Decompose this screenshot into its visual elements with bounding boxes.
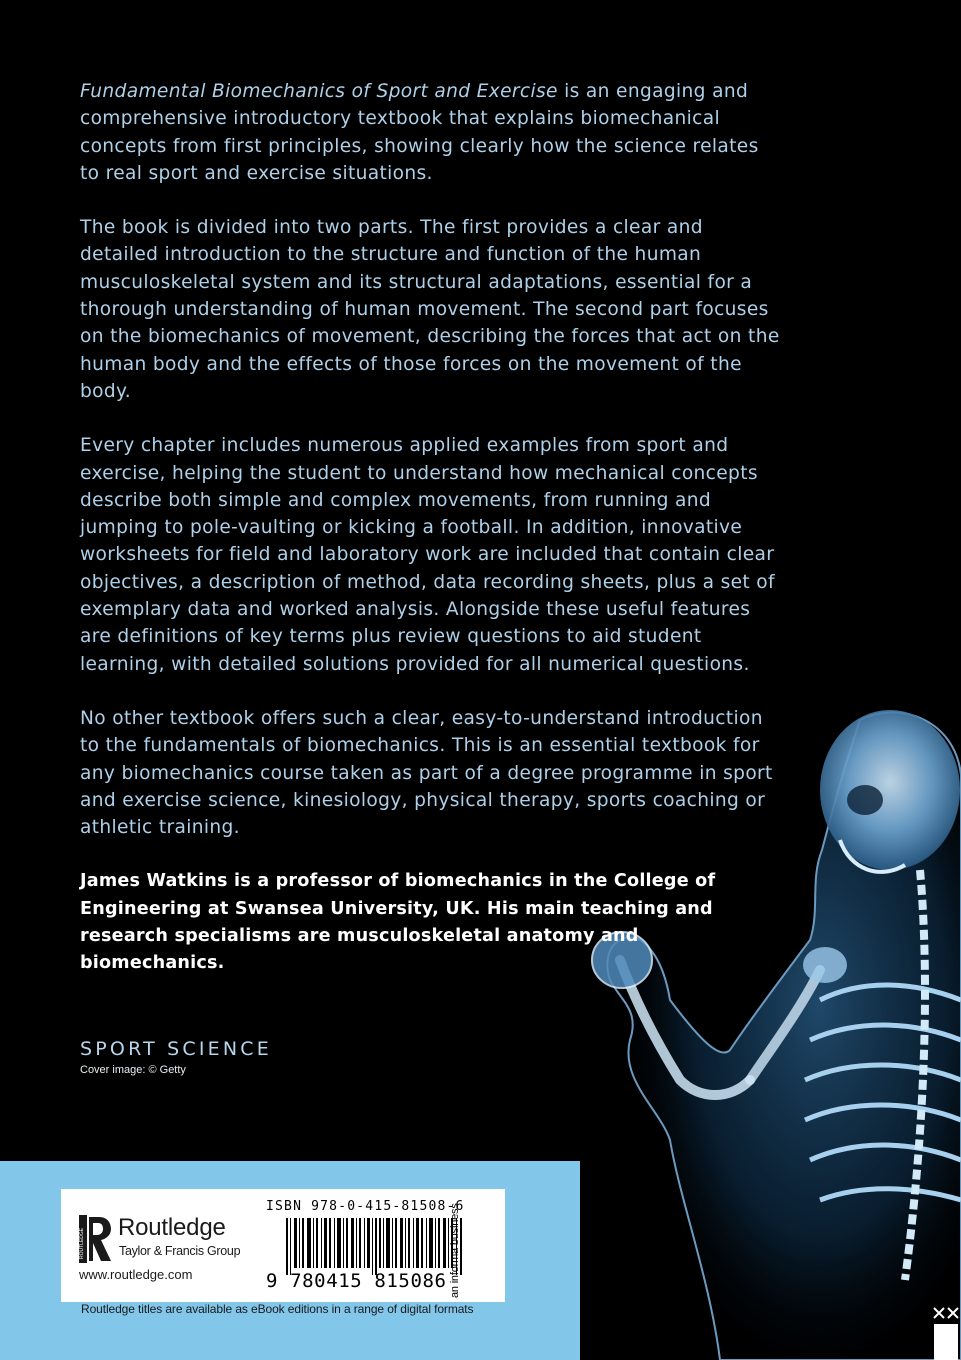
- blurb-paragraph-2: The book is divided into two parts. The first provides a clear and detailed introduction to the structure and function of the human musculoskeletal system and its structural adaptations, essential for a thorough understanding of human movement. The second part focuses on the biomechanics of movement, describing the forces that act on the human body and the effects of those forces on the movement of the body.: [80, 217, 780, 402]
- blurb-paragraph-3: Every chapter includes numerous applied examples from sport and exercise, helping the student to understand how mechanical concepts describe both simple and complex movements, from running and jumping to pole-vaulting or kicking a football. In addition, innovative worksheets for field and laboratory work are included that contain clear objectives, a description of method, data recording sheets, plus a set of exemplary data and worked analysis. Alongside these useful features are definitions of key terms plus review questions to aid student learning, with detailed solutions provided for all numerical questions.: [80, 435, 775, 675]
- ebook-note: Routledge titles are available as eBook editions in a range of digital formats: [81, 1302, 474, 1316]
- blurb: [80, 78, 780, 978]
- routledge-logo-icon: [79, 1215, 111, 1263]
- logo-vertical-text: ROUTLEDGE: [79, 1227, 85, 1259]
- blurb-paragraph-4: No other textbook offers such a clear, easy-to-understand introduction to the fundamentals of biomechanics. This is an essential textbook for any biomechanics course taken as part of a degree programme in sport and exercise science, kinesiology, physical therapy, sports coaching or athletic training.: [80, 707, 773, 839]
- cover-image-credit: Cover image: © Getty: [80, 1064, 186, 1076]
- blurb-paragraph-1: [80, 78, 780, 187]
- author-bio: James Watkins is a professor of biomechanics in the College of Engineering at Swansea University, UK. His main teaching and research specialisms are musculoskeletal anatomy and biomechanics.: [80, 871, 716, 974]
- barcode-icon: [286, 1218, 464, 1275]
- blurb-paragraph-1-text: is an engaging and comprehensive introductory textbook that explains biomechanical concepts from first principles, showing clearly how the science relates to real sport and exercise situations.: [80, 81, 759, 184]
- publisher-panel: [61, 1189, 505, 1302]
- corner-mark-icon: [930, 1300, 961, 1360]
- informa-business-label: an informa business: [449, 1203, 461, 1298]
- barcode-number: 9 780415 815086: [266, 1270, 447, 1292]
- publisher-url[interactable]: www.routledge.com: [79, 1267, 193, 1282]
- isbn-label: ISBN 978-0-415-81508-6: [266, 1199, 465, 1214]
- publisher-group: Taylor & Francis Group: [119, 1244, 241, 1258]
- book-title: Fundamental Biomechanics of Sport and Exercise: [80, 81, 558, 102]
- subject-category: SPORT SCIENCE: [80, 1038, 272, 1060]
- publisher-name: Routledge: [118, 1214, 226, 1241]
